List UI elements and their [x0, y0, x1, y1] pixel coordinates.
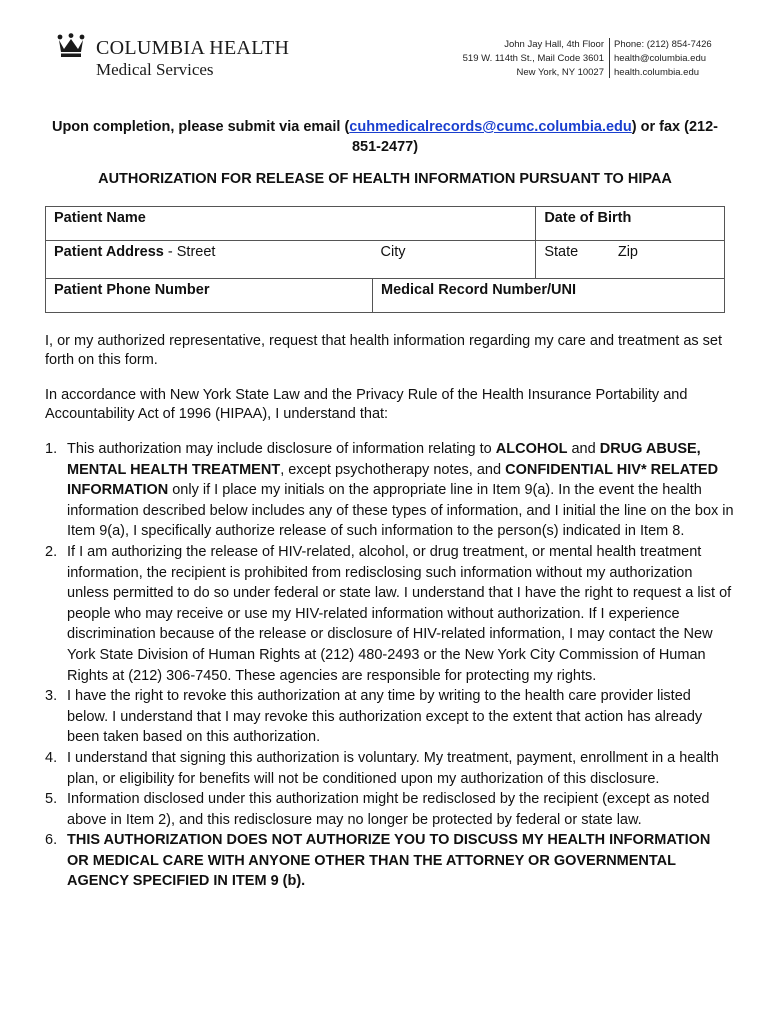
understanding-paragraph: In accordance with New York State Law and the Privacy Rule of the Health Insurance Portability and Accountability Act of 1996 (HIPAA), I understand that: — [45, 387, 688, 422]
logo-title: COLUMBIA HEALTH — [96, 37, 290, 59]
list-item — [45, 748, 735, 789]
zip-label: Zip — [617, 244, 638, 260]
item-emphasis: ALCOHOL — [495, 441, 568, 457]
item-emphasis: CONFIDENTIAL HIV* RELATED INFORMATION — [67, 461, 719, 499]
mrn-label: Medical Record Number/UNI — [381, 282, 576, 298]
patient-name-label: Patient Name — [54, 210, 146, 226]
item-text-segment: If I am authorizing the release of HIV-related, alcohol, or drug treatment, or mental health treatment information, the recipient is prohibited from redisclosing such information without my authorization unless permitted to do so under federal or state law. I understand that I have the right to request a list of people who may receive or use my HIV-related information without authorization. If I experience discrimination because of the release or disclosure of HIV-related information, I may contact the New York State Division of Human Rights at (212) 480-2493 or the New York City Commission of Human Rights at (212) 306-7450. These agencies are responsible for protecting my rights. — [67, 543, 732, 684]
submit-prefix: Upon completion, please submit via email ( — [51, 119, 350, 135]
item-text-segment: This authorization may include disclosure of information relating to — [67, 441, 496, 457]
item-number: 1. — [45, 441, 58, 457]
patient-address-field[interactable] — [46, 241, 373, 279]
item-text-segment: , except psychotherapy notes, and — [280, 461, 506, 478]
request-paragraph: I, or my authorized representative, request that health information regarding my care and treatment as set forth on this form. — [45, 333, 723, 368]
website-line[interactable]: health.columbia.edu — [614, 67, 700, 78]
item-text — [67, 441, 734, 539]
address-line: John Jay Hall, 4th Floor — [504, 39, 604, 50]
item-number: 5. — [45, 791, 58, 808]
item-text-segment: Information disclosed under this authorization might be redisclosed by the recipient (except as noted above in Item 2), and this redisclosure may no longer be protected by federal or state law. — [67, 791, 710, 828]
state-label: State — [544, 244, 579, 260]
page-header — [0, 0, 770, 100]
list-item — [45, 830, 735, 892]
logo-subtitle: Medical Services — [96, 60, 214, 79]
item-text-segment: only if I place my initials on the appropriate line in Item 9(a). In the event the health information described below includes any of these types of information, and I initial the line on the box in Item 9(a), I specifically authorize release of such information to the person(s) indicated in Item 8. — [67, 482, 734, 540]
item-text — [67, 832, 710, 889]
item-text — [67, 688, 702, 745]
terms-list — [45, 439, 735, 892]
patient-name-field[interactable] — [46, 207, 536, 241]
item-text — [67, 544, 731, 684]
contact-block — [614, 38, 712, 80]
list-item — [45, 542, 735, 686]
item-text — [67, 791, 709, 828]
list-item — [45, 686, 735, 748]
item-text — [67, 750, 719, 787]
list-item — [45, 789, 735, 830]
patient-info-table — [45, 206, 725, 313]
item-emphasis: THIS AUTHORIZATION DOES NOT AUTHORIZE YOU TO DISCUSS MY HEALTH INFORMATION OR MEDICAL CARE WITH ANYONE OTHER THAN THE ATTORNEY OR GOVERNMENTAL AGENCY SPECIFIED IN ITEM 9 (b). — [67, 832, 711, 890]
city-field[interactable] — [373, 241, 536, 279]
medical-record-field[interactable] — [373, 279, 725, 313]
item-number: 6. — [45, 832, 58, 849]
address-label: Patient Address — [54, 244, 164, 260]
date-of-birth-field[interactable] — [536, 207, 725, 241]
item-number: 2. — [45, 543, 58, 560]
item-text-segment: and — [567, 441, 600, 457]
item-text-segment: I understand that signing this authorization is voluntary. My treatment, payment, enrollment in a health plan, or eligibility for benefits will not be conditioned upon my authorization of this disclosure. — [67, 749, 719, 787]
item-emphasis: DRUG ABUSE, MENTAL HEALTH TREATMENT — [67, 441, 701, 478]
phone-label: Patient Phone Number — [54, 282, 210, 298]
crown-icon — [56, 33, 86, 59]
list-item — [45, 439, 735, 542]
email-line[interactable]: health@columbia.edu — [614, 53, 707, 64]
patient-phone-field[interactable] — [46, 279, 373, 313]
item-number: 3. — [45, 688, 58, 705]
address-line: New York, NY 10027 — [516, 67, 604, 78]
phone-line: Phone: (212) 854-7426 — [614, 39, 712, 50]
address-street-label: - Street — [163, 244, 216, 260]
city-label: City — [380, 244, 406, 260]
submission-instructions — [40, 117, 730, 157]
item-number: 4. — [45, 749, 58, 766]
address-line: 519 W. 114th St., Mail Code 3601 — [462, 53, 604, 64]
item-text-segment: I have the right to revoke this authorization at any time by writing to the health care provider listed below. I understand that I may revoke this authorization except to the extent that action has already been taken based on this authorization. — [67, 688, 703, 746]
document-title: AUTHORIZATION FOR RELEASE OF HEALTH INFORMATION PURSUANT TO HIPAA — [98, 171, 672, 187]
state-zip-field[interactable] — [536, 241, 725, 279]
address-block — [430, 38, 604, 80]
date-of-birth-label: Date of Birth — [544, 210, 632, 226]
submit-email-link[interactable]: cuhmedicalrecords@cumc.columbia.edu — [349, 119, 632, 135]
submit-suffix: ) or fax (212-851-2477) — [351, 119, 719, 155]
header-divider — [609, 38, 610, 78]
